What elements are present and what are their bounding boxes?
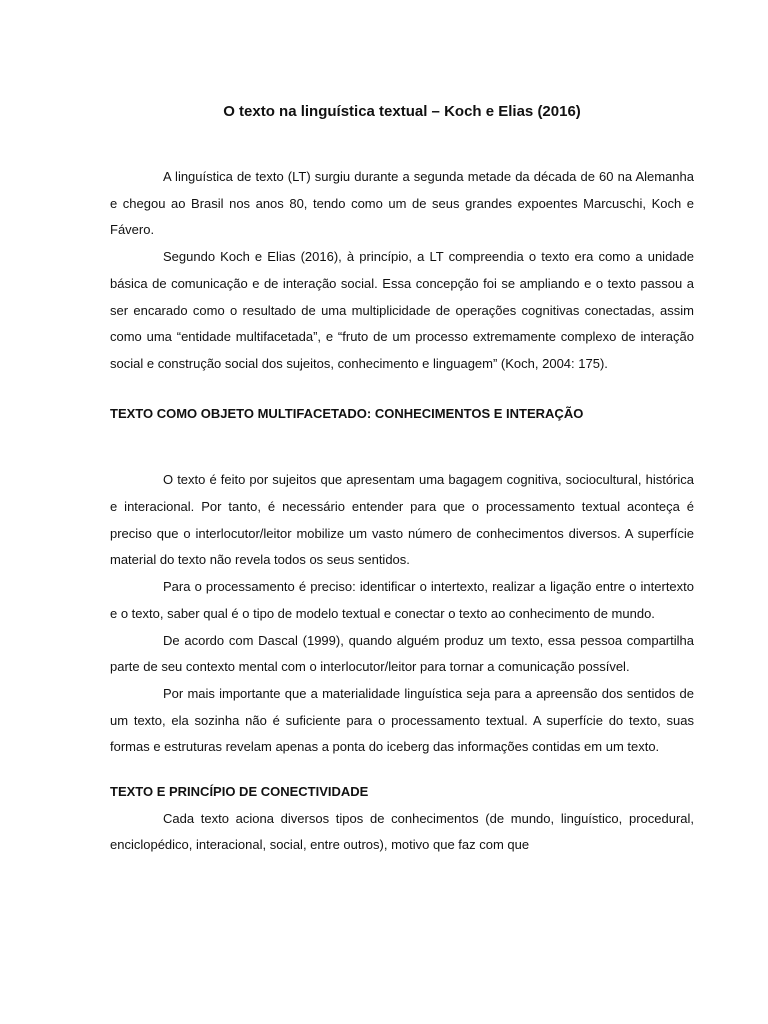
section-heading-conectividade: TEXTO E PRINCÍPIO DE CONECTIVIDADE — [110, 784, 369, 800]
section-heading-multifacetado: TEXTO COMO OBJETO MULTIFACETADO: CONHECIMENTOS E INTERAÇÃO — [110, 405, 584, 421]
spacer — [110, 378, 694, 401]
intro-paragraph-2: Segundo Koch e Elias (2016), à princípio, a LT compreendia o texto era como a unidade básica de comunicação e de interação social. Essa concepção foi se ampliando e o texto passou a ser encarado como o resultado de uma multiplicidade de operações cognitivas conectadas, assim como uma “entidade multifacetada”, e “fruto de um processo extremamente complexo de interação social e construção social dos sujeitos, conhecimento e linguagem” (Koch, 2004: 175). — [110, 249, 694, 371]
document-title: O texto na linguística textual – Koch e Elias (2016) — [223, 103, 581, 120]
spacer — [110, 427, 694, 467]
intro-paragraph-1: A linguística de texto (LT) surgiu durante a segunda metade da década de 60 na Alemanha e chegou ao Brasil nos anos 80, tendo como um de seus grandes expoentes Marcuschi, Koch e Fávero. — [110, 169, 694, 238]
section1-paragraph-2: Para o processamento é preciso: identificar o intertexto, realizar a ligação entre o intertexto e o texto, saber qual é o tipo de modelo textual e conectar o texto ao conhecimento de mundo. — [110, 579, 694, 621]
section1-paragraph-4: Por mais importante que a materialidade linguística seja para a apreensão dos sentidos de um texto, ela sozinha não é suficiente para o processamento textual. A superfície do texto, suas formas e estruturas revelam apenas a ponta do iceberg das informações contidas em um texto. — [110, 685, 694, 755]
spacer — [110, 761, 694, 779]
section1-paragraph-3: De acordo com Dascal (1999), quando alguém produz um texto, essa pessoa compartilha parte de seu contexto mental com o interlocutor/leitor para tornar a comunicação possível. — [110, 632, 694, 675]
section1-paragraph-1: O texto é feito por sujeitos que apresentam uma bagagem cognitiva, sociocultural, histórica e interacional. Por tanto, é necessário entender para que o processamento textual aconteça é preciso que o interlocutor/leitor mobilize um vasto número de conhecimentos diversos. A superfície material do texto não revela todos os seus sentidos. — [110, 472, 694, 568]
section2-paragraph-1: Cada texto aciona diversos tipos de conhecimentos (de mundo, linguístico, procedural, enciclopédico, interacional, social, entre outros), motivo que faz com que — [110, 810, 694, 853]
